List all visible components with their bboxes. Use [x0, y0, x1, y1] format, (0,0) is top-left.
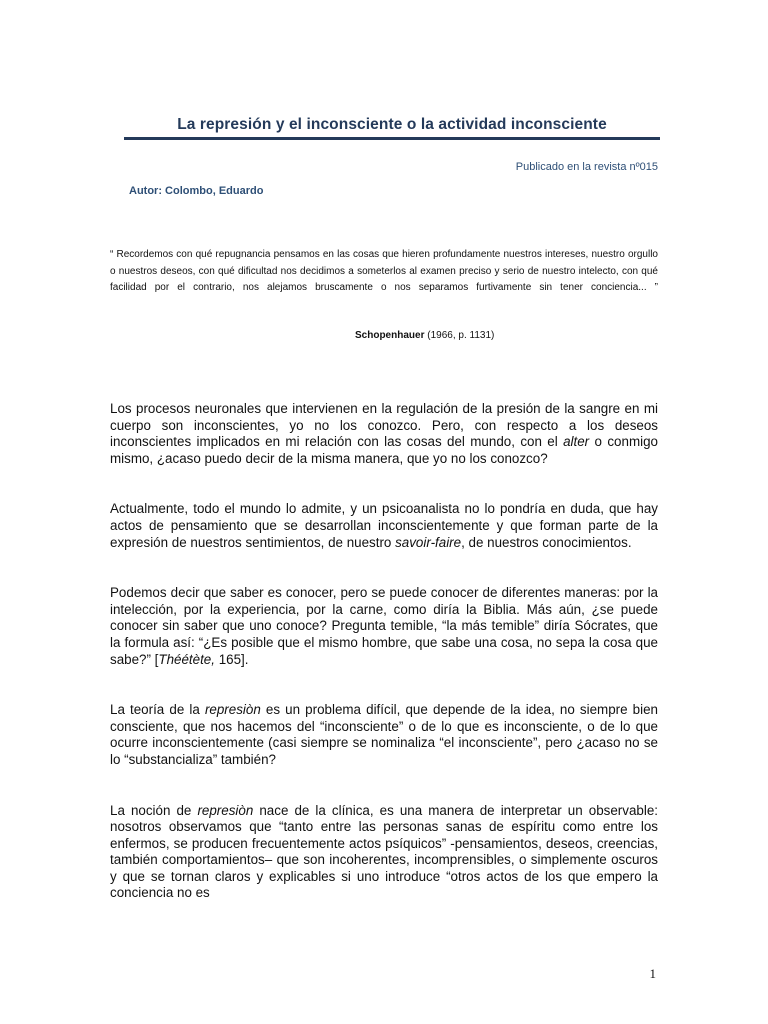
author-line: Autor: Colombo, Eduardo: [129, 185, 264, 197]
body-text: [110, 401, 658, 936]
paragraph-3-italic: Théétète,: [158, 651, 215, 667]
paragraph-3-text-c: 165].: [214, 651, 249, 667]
publication-note: Publicado en la revista nº015: [515, 161, 658, 173]
paragraph-3-text-a: Podemos decir que saber es conocer, pero se puede conocer de diferentes maneras: por la intelección, por la experiencia, por la carne, como diría la Biblia. Más aún, ¿se puede conocer sin saber que uno conoce? Pregunta temible, “la más temible” diría Sócrates, que la formula así: “¿Es posible que el mismo hombre, que sabe una cosa, no sepa la cosa que sabe?” [: [110, 585, 658, 667]
paragraph-1-text-c: o conmigo mismo, ¿acaso puedo decir de la misma manera, que yo no los conozco?: [110, 434, 658, 466]
citation-reference: (1966, p. 1131): [424, 330, 495, 341]
paragraph-2-italic: savoir-faire: [395, 534, 462, 550]
paragraph-1-text-a: Los procesos neuronales que intervienen en la regulación de la presión de la sangre en mi cuerpo son inconscientes, yo no los conozco. Pero, con respecto a los deseos inconscientes implicados en mi relación con las cosas del mundo, con el: [110, 401, 658, 450]
paragraph-5-text-a: La noción de: [110, 802, 198, 818]
document-title: La represión y el inconsciente o la actividad inconsciente: [177, 116, 607, 133]
paragraph-4-text-a: La teoría de la: [110, 702, 205, 718]
title-underline: [124, 137, 660, 140]
citation-author: Schopenhauer: [355, 330, 425, 341]
epigraph-citation: [355, 330, 494, 341]
paragraph-5: [110, 803, 658, 903]
paragraph-5-italic: represiòn: [197, 802, 254, 818]
paragraph-4-italic: represiòn: [204, 702, 261, 718]
paragraph-1-italic: alter: [563, 434, 590, 450]
paragraph-2: [110, 501, 658, 551]
epigraph-quote: “ Recordemos con qué repugnancia pensamos en las cosas que hieren profundamente nuestros intereses, nuestro orgullo o nuestros deseos, con qué dificultad nos decidimos a someterlos al examen preciso y serio de nuestro intelecto, con qué facilidad por el contrario, nos alejamos bruscamente o nos separamos furtivamente sin tener conciencia... ”: [110, 249, 658, 293]
paragraph-3: [110, 585, 658, 668]
paragraph-2-text-a: Actualmente, todo el mundo lo admite, y un psicoanalista no lo pondría en duda, que hay actos de pensamiento que se desarrollan inconscientemente y que forman parte de la expresión de nuestros sentimientos, de nuestro: [110, 501, 658, 550]
page-number: 1: [649, 966, 656, 981]
paragraph-4: [110, 702, 658, 768]
paragraph-1: [110, 401, 658, 467]
paragraph-5-text-c: nace de la clínica, es una manera de interpretar un observable: nosotros observamos que “tanto entre las personas sanas de espíritu como entre los enfermos, se producen frecuentemente actos psíquicos” -pensamientos, deseos, creencias, también comportamientos– que son incoherentes, incomprensibles, o simplemente oscuros y que se tornan claros y explicables si uno introduce “otros actos de los que empero la conciencia no es: [110, 802, 658, 901]
paragraph-4-text-c: es un problema difícil, que depende de la idea, no siempre bien consciente, que nos hacemos del “inconsciente” o de lo que es inconsciente, o de lo que ocurre inconscientemente (casi siempre se nominaliza “el inconsciente”, pero ¿acaso no se lo “substancializa” también?: [110, 702, 658, 767]
paragraph-2-text-c: , de nuestros conocimientos.: [461, 534, 632, 550]
